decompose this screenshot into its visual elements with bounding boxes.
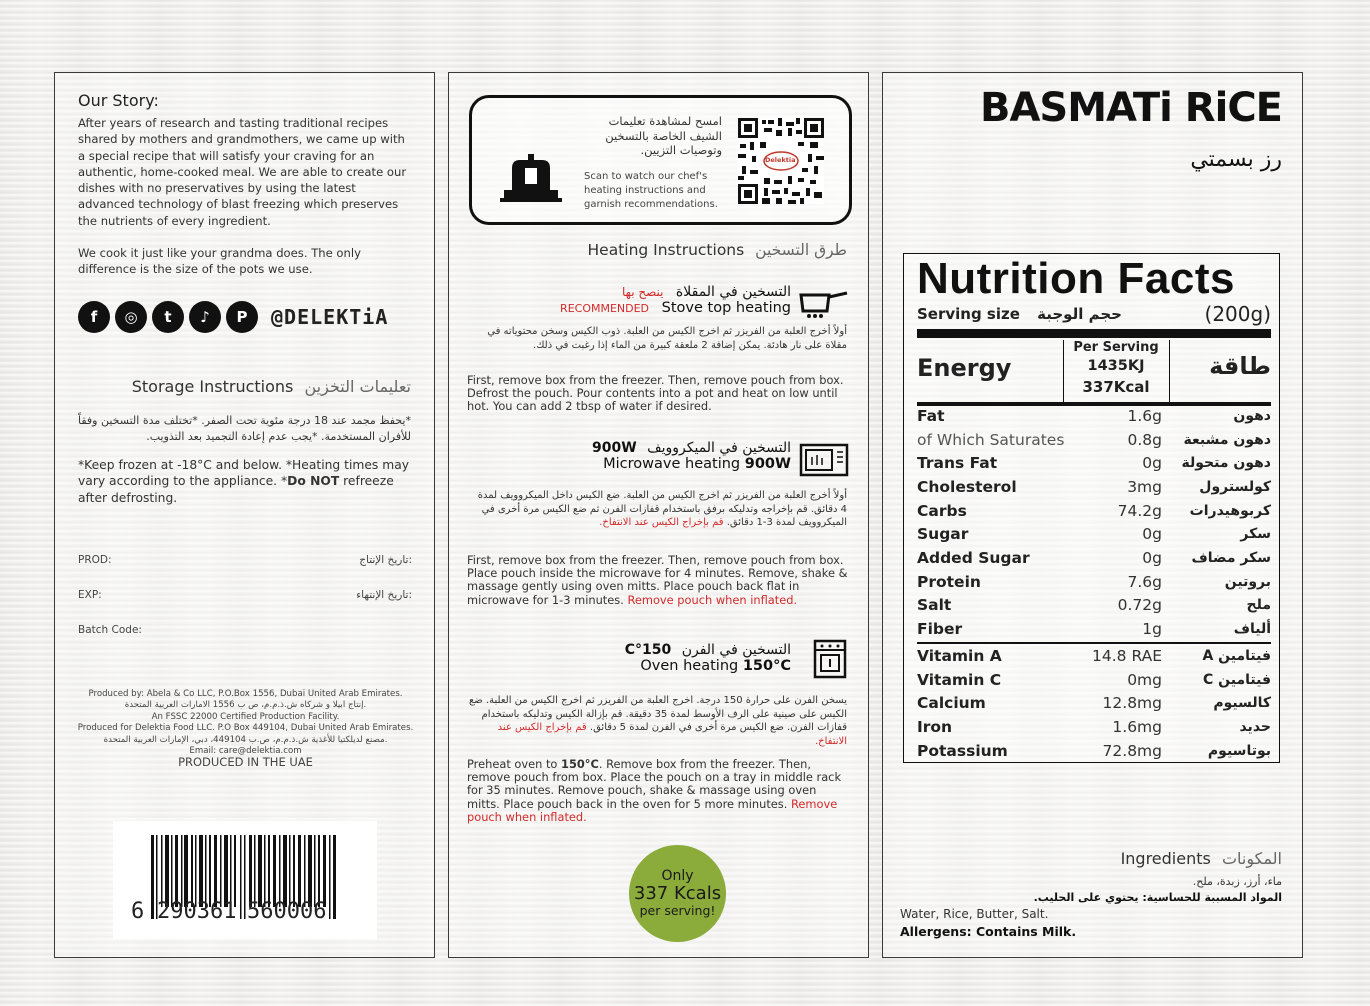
vitamin-value: 72.8mg — [1102, 741, 1162, 760]
vitamin-row-calcium — [917, 691, 1271, 715]
nutrient-name: Salt — [917, 596, 952, 615]
oven-heading — [469, 642, 791, 674]
microwave-title-en: Microwave heating — [603, 456, 741, 472]
qr-text-en: Scan to watch our chef's heating instructions and garnish recommendations. — [584, 171, 718, 210]
stove-heading — [469, 284, 791, 316]
oven-text-en — [467, 758, 852, 824]
nutrient-name: of Which Saturates — [917, 430, 1065, 449]
nutrient-value: 7.6g — [1127, 572, 1162, 591]
vitamin-row-potassium — [917, 739, 1271, 763]
nutrient-name-ar: سكر — [1240, 526, 1271, 543]
middle-panel — [448, 72, 869, 958]
nutrient-value: 0g — [1142, 454, 1162, 473]
serving-label-en: Serving size — [917, 305, 1020, 323]
nutrient-name-ar: بروتين — [1224, 573, 1271, 590]
nutrition-facts-table — [903, 253, 1280, 763]
vitamin-name-ar: بوتاسيوم — [1207, 742, 1271, 759]
heating-title — [449, 241, 847, 259]
microwave-text-ar — [469, 489, 847, 530]
microwave-ar-warning: قم بإخراج الكيس عند الانتفاخ. — [599, 517, 724, 528]
microwave-ar-body: أولاً أخرج العلبة من الفريزر ثم اخرج الكيس من العلبة. ضع الكيس داخل الميكروويف لمدة 4 دقائق. قم بإخراجه وتدليكه برفق باستخدام قفازات الفرن ثم ضع الكيس مرة أخرى في الميكروويف لمدة 3-1 دقائق. — [477, 490, 847, 528]
barcode-digit-first: 6 — [131, 899, 145, 924]
vitamin-row-iron — [917, 715, 1271, 739]
left-panel — [54, 72, 435, 958]
nutrient-row-carbs — [917, 499, 1271, 523]
nutrient-name-ar: كولسترول — [1199, 478, 1271, 495]
oven-temp-en: 150°C — [742, 658, 791, 674]
energy-label-ar: طاقة — [1209, 352, 1271, 380]
stove-title-en: Stove top heating — [661, 300, 791, 316]
produced-by-block — [65, 689, 426, 769]
storage-title-ar: تعليمات التخزين — [304, 377, 411, 396]
nutrient-name: Sugar — [917, 525, 969, 544]
oven-en-temp: 150°C — [561, 757, 599, 771]
nutrient-name-ar: دهون متحولة — [1181, 455, 1271, 472]
nutrient-row-trans-fat — [917, 451, 1271, 475]
nutrient-row-added-sugar — [917, 546, 1271, 570]
barcode-digits-right: 560006 — [247, 899, 327, 924]
nutrient-name: Added Sugar — [917, 549, 1030, 568]
storage-en-bold: Do NOT — [287, 474, 340, 489]
vitamin-row-c — [917, 668, 1271, 692]
nutrient-name-ar: سكر مضاف — [1191, 550, 1271, 567]
microwave-en-body: First, remove box from the freezer. Then, remove pouch from box. Place pouch inside the microwave for 4 minutes. Remove, shake & massage gently using oven mitts. Place pouch back flat in microwave for 1-3 minutes. — [467, 553, 848, 607]
vitamin-name: Calcium — [917, 694, 986, 713]
nutrient-name-ar: دهون — [1233, 407, 1271, 424]
microwave-watt-ar: 900W — [591, 440, 637, 456]
nutrition-title: Nutrition Facts — [917, 254, 1235, 303]
energy-row — [917, 340, 1271, 402]
oven-en-part1: Preheat oven to — [467, 757, 562, 771]
oven-ar-body: يسخن الفرن على حرارة 150 درجة. اخرج العلبة من الفريزر ثم اخرج الكيس من العلبة. ضع الكيس على صينية على الرف الأوسط لمدة 35 دقيقة. قم بإزالة الكيس وتدليكه باستخدام قفازات الفرن. ضع الكيس مرة أخرى في الفرن لمدة 5 دقائق. — [468, 695, 847, 733]
storage-text-en — [78, 457, 413, 506]
exp-label-ar: تاريخ الإنتهاء: — [356, 589, 412, 601]
batch-field — [78, 624, 412, 636]
vitamin-name-ar: فيتامين C — [1203, 671, 1271, 688]
qr-code[interactable] — [738, 118, 824, 204]
nutrient-value: 0g — [1142, 525, 1162, 544]
social-handle[interactable]: @DELEKTiA — [271, 305, 389, 329]
allergens-ar: المواد المسببة للحساسية: يحتوي على الحليب. — [1033, 891, 1282, 904]
nutrient-row-cholesterol — [917, 475, 1271, 499]
vitamin-name: Iron — [917, 717, 953, 736]
nutrient-value: 0g — [1142, 549, 1162, 568]
storage-title-en: Storage Instructions — [131, 377, 294, 396]
nutrient-name: Cholesterol — [917, 477, 1017, 496]
nutrient-row-sugar — [917, 523, 1271, 547]
produced-line-1: Produced by: Abela & Co LLC, P.O.Box 1556, Dubai United Arab Emirates. — [88, 689, 403, 699]
nutrient-row-saturates — [917, 428, 1271, 452]
exp-field — [78, 589, 412, 601]
barcode-bars — [113, 821, 377, 939]
oven-title-en-row — [469, 658, 791, 674]
vitamin-name: Vitamin C — [917, 670, 1002, 689]
vitamin-name-ar: فيتامين A — [1202, 647, 1271, 664]
story-body-2: We cook it just like your grandma does. The only difference is the size of the pots we use. — [78, 246, 361, 277]
ingredients-title-ar: المكونات — [1221, 849, 1282, 868]
produced-line-6: Email: care@delektia.com — [189, 746, 302, 757]
social-links — [78, 301, 388, 333]
barcode-digits-left: 290361 — [157, 899, 237, 924]
vitamin-value: 1.6mg — [1112, 717, 1162, 736]
pinterest-icon[interactable]: P — [226, 301, 258, 333]
microwave-title-ar: التسخين في الميكروويف — [647, 440, 791, 456]
pan-icon — [797, 283, 849, 319]
nutrient-name: Fiber — [917, 620, 963, 639]
ingredients-list-ar: ماء، أرز، زبدة، ملح. — [1192, 875, 1282, 888]
instagram-icon[interactable]: ◎ — [115, 301, 147, 333]
nutrient-value: 0.8g — [1127, 430, 1162, 449]
allergens-en: Allergens: Contains Milk. — [900, 924, 1077, 939]
serving-size-row — [917, 302, 1271, 326]
nutrient-name-ar: كربوهيدرات — [1189, 502, 1271, 519]
story-title: Our Story: — [78, 91, 159, 110]
storage-title — [55, 377, 411, 396]
kcal-badge-line1: Only — [661, 868, 694, 884]
ingredients-title — [1121, 849, 1282, 868]
story-body: After years of research and tasting traditional recipes shared by mothers and grandmothers, we came up with a special recipe that will satisfy your craving for an authentic, home-cooked meal. We are able to create our dishes with no preservatives by using the latest advanced technology of blast freezing which preserves the nutrients of every ingredient. — [78, 116, 407, 228]
oven-en-warning: Remove pouch when inflated. — [467, 796, 838, 824]
oven-ar-warning: قم بإخراج الكيس عند الانتفاخ. — [497, 722, 847, 747]
prod-field — [78, 554, 412, 566]
produced-line-2: إنتاج ابيلا و شركاه ش.ذ.م.م، ص ب 1556 الامارات العربية المتحدة. — [124, 700, 367, 711]
nutrient-value: 3mg — [1127, 477, 1162, 496]
per-serving-label: Per Serving — [1073, 340, 1159, 355]
right-panel — [882, 72, 1303, 958]
vitamin-name-ar: كالسيوم — [1213, 695, 1271, 712]
nutrient-name: Carbs — [917, 501, 967, 520]
serving-label-ar: حجم الوجبة — [1037, 305, 1122, 323]
microwave-en-warning: Remove pouch when inflated. — [627, 592, 798, 607]
exp-label-en: EXP: — [78, 589, 102, 601]
energy-divider-right — [1169, 340, 1170, 402]
nutrient-row-fat — [917, 404, 1271, 428]
vitamin-row-a — [917, 644, 1271, 668]
vitamin-name: Vitamin A — [917, 646, 1002, 665]
stove-title-ar: التسخين في المقلاة — [675, 284, 791, 300]
oven-en-part2: . Remove box from the freezer. Then, remove pouch from box. Place the pouch on a tray in middle rack for 35 minutes. Remove pouch, shake & massage using oven mitts. Place pouch back in the oven for 5 more minutes. — [467, 757, 842, 811]
microwave-title-en-row — [469, 456, 791, 472]
energy-kj: 1435KJ — [1087, 358, 1145, 374]
vitamin-value: 12.8mg — [1102, 694, 1162, 713]
nutrient-name: Protein — [917, 572, 981, 591]
oven-text-ar — [469, 694, 847, 748]
prod-label-en: PROD: — [78, 554, 112, 566]
vitamin-value: 0mg — [1127, 670, 1162, 689]
nutrient-name-ar: ألياف — [1233, 621, 1271, 638]
microwave-icon — [799, 443, 849, 477]
nutrient-value: 1g — [1142, 620, 1162, 639]
kcal-badge-line2: 337 Kcals — [633, 883, 722, 904]
kcal-badge — [629, 845, 726, 942]
qr-card — [469, 95, 852, 225]
qr-text-ar: امسح لمشاهدة تعليمات الشيف الخاصة بالتسخين وتوصيات التزيين. — [605, 114, 722, 157]
nutrient-name-ar: ملح — [1246, 597, 1271, 614]
oven-icon — [813, 639, 847, 679]
nutrient-name-ar: دهون مشبعة — [1183, 431, 1271, 448]
oven-temp-ar: 150°C — [624, 642, 672, 658]
produced-line-3: An FSSC 22000 Certified Production Facility. — [151, 711, 340, 722]
produced-line-7: PRODUCED IN THE UAE — [178, 755, 313, 770]
energy-divider-left — [1063, 340, 1064, 402]
microwave-text-en — [467, 554, 852, 607]
storage-en-part1: *Keep frozen at -18°C and below. *Heating times may vary according to the appliance. * — [78, 458, 410, 489]
energy-kcal: 337Kcal — [1082, 378, 1150, 396]
divider-thick — [917, 329, 1271, 338]
oven-title-ar-row — [469, 642, 791, 658]
vitamin-name: Potassium — [917, 741, 1008, 760]
stove-text-en: First, remove box from the freezer. Then, remove pouch from box. Defrost the pouch. Pour contents into a pot and heat on low until hot. You can add 2 tbsp of water if desired. — [467, 373, 844, 414]
ingredients-title-en: Ingredients — [1120, 849, 1211, 868]
microwave-title-ar-row — [469, 440, 791, 456]
nutrient-row-fiber — [917, 617, 1271, 641]
brand-title: BASMATi RiCE — [979, 85, 1282, 131]
oven-title-ar: التسخين في الفرن — [681, 642, 791, 658]
heating-title-ar: طرق التسخين — [755, 241, 847, 259]
oven-title-en: Oven heating — [640, 658, 739, 674]
kcal-badge-line3: per serving! — [639, 903, 716, 918]
vitamin-value: 14.8 RAE — [1092, 646, 1162, 665]
energy-label-en: Energy — [917, 354, 1012, 382]
nutrient-row-salt — [917, 594, 1271, 618]
ingredients-list-en: Water, Rice, Butter, Salt. — [900, 907, 1049, 921]
stove-text-ar: أولاً أخرج العلبة من الفريزر ثم اخرج الكيس من العلبة. ذوب الكيس وسخن محتوياته في مقلاة على نار هادئة. يمكن إضافة 2 ملعقة كبيرة من الماء إذا رغبت في ذلك. — [487, 326, 847, 351]
twitter-icon[interactable]: t — [152, 301, 184, 333]
nutrient-name: Fat — [917, 406, 945, 425]
serving-size-value: (200g) — [1204, 302, 1271, 326]
nutrient-row-protein — [917, 570, 1271, 594]
produced-line-4: Produced for Delektia Food LLC. P.O Box 449104, Dubai United Arab Emirates. — [77, 723, 414, 734]
storage-en-part2: refreeze after defrosting. — [78, 474, 394, 505]
produced-line-5: مصنع لديلكتيا للأغذية ش.ذ.م.م، ص.ب 449104، دبي، الإمارات العربية المتحدة. — [103, 734, 388, 745]
microwave-heading — [469, 440, 791, 472]
nutrient-value: 0.72g — [1117, 596, 1162, 615]
microwave-watt-en: 900W — [744, 456, 791, 472]
brand-title-ar: رز بسمتي — [1190, 147, 1282, 172]
nutrient-value: 1.6g — [1127, 406, 1162, 425]
nutrient-name: Trans Fat — [917, 454, 998, 473]
facebook-icon[interactable]: f — [78, 301, 110, 333]
stove-recommended-en: RECOMMENDED — [560, 302, 650, 315]
tiktok-icon[interactable]: ♪ — [189, 301, 221, 333]
stove-title-ar-row — [469, 284, 791, 300]
storage-text-ar: *يحفظ مجمد عند 18 درجة مئوية تحت الصفر. *تختلف مدة التسخين وفقاً للأفران المستخدمة. *يجب عدم إعادة التجميد بعد التذويب. — [78, 414, 411, 443]
batch-label-en: Batch Code: — [78, 624, 142, 636]
heating-title-en: Heating Instructions — [587, 241, 745, 259]
qr-logo-text: Delektia — [765, 156, 796, 164]
prod-label-ar: تاريخ الإنتاج: — [359, 554, 412, 566]
stove-title-en-row — [469, 300, 791, 316]
chef-hat-icon — [500, 152, 562, 206]
vitamin-name-ar: حديد — [1239, 718, 1271, 735]
stove-recommended-ar: ينصح بها — [622, 285, 664, 299]
barcode — [113, 821, 377, 939]
nutrient-value: 74.2g — [1117, 501, 1162, 520]
